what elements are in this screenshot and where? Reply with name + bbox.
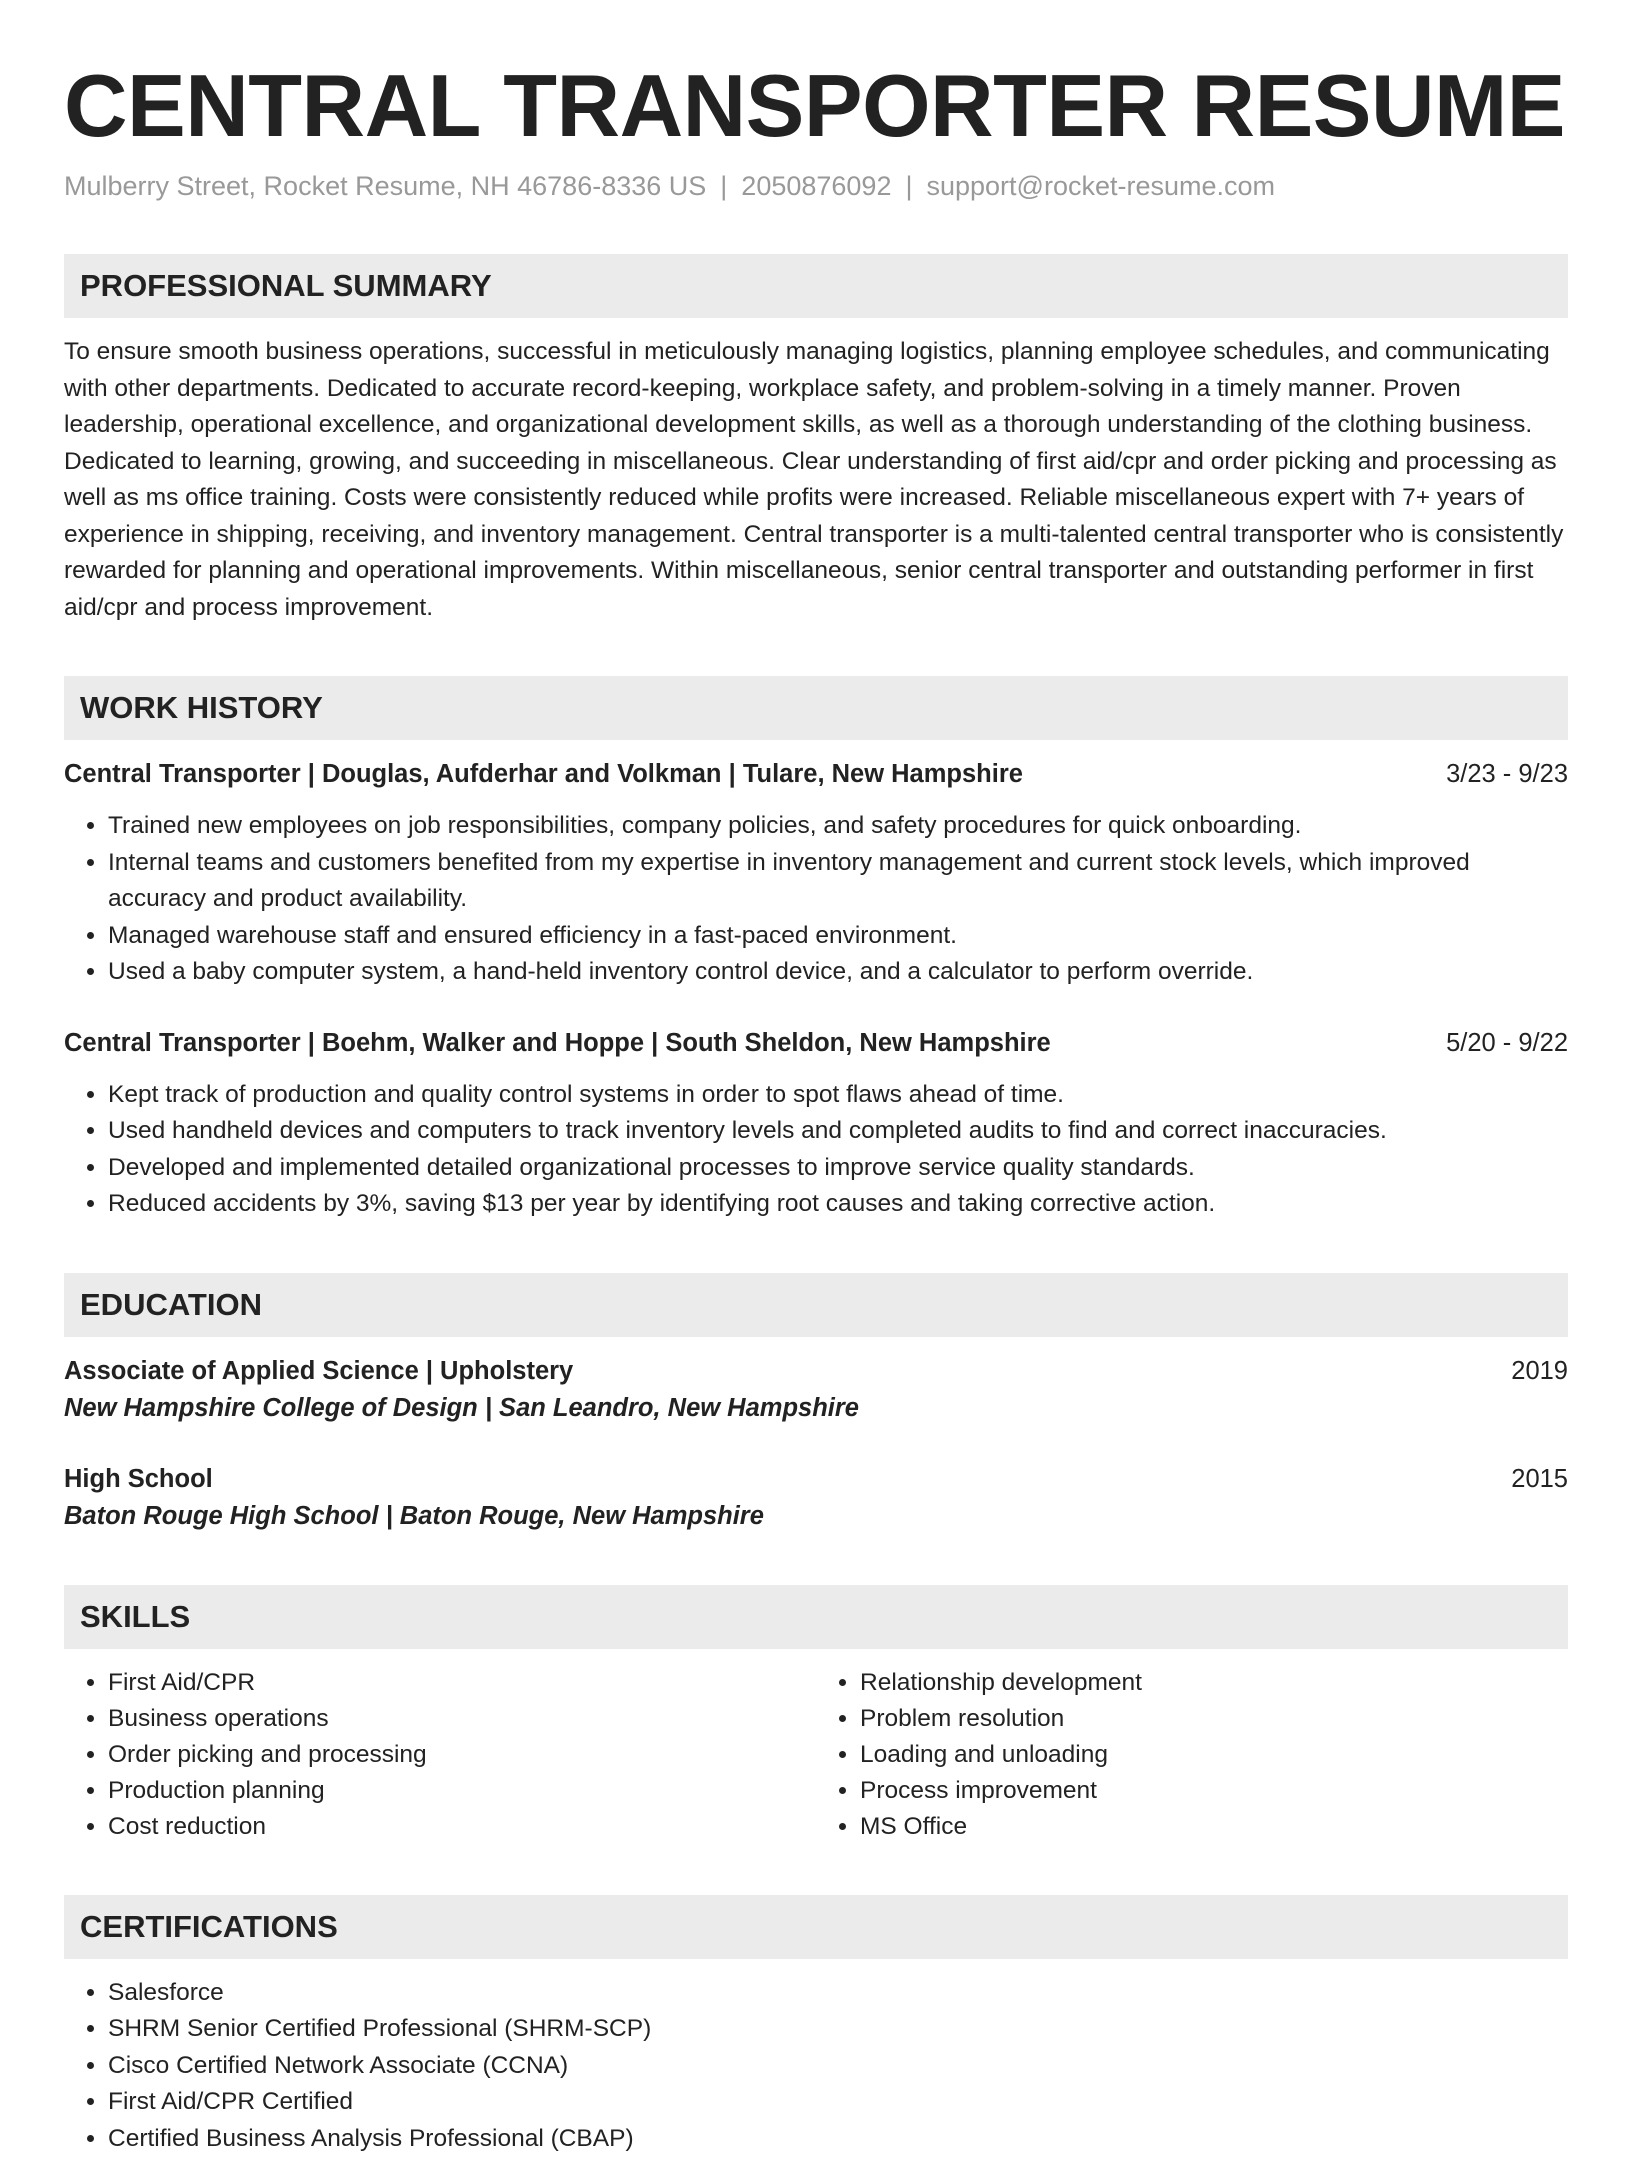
certification-item: • Salesforce: [108, 1975, 1568, 2012]
job-bullet: • Trained new employees on job responsibilities, company policies, and safety procedures for quick onboarding.: [108, 808, 1568, 845]
certifications-list: [64, 1975, 1568, 2157]
education-header: [64, 1353, 1568, 1389]
job-dates: 5/20 - 9/22: [1446, 1025, 1568, 1061]
skill-item: • Business operations: [108, 1701, 816, 1737]
resume-title: CENTRAL TRANSPORTER RESUME: [64, 56, 1568, 156]
education-header: [64, 1461, 1568, 1497]
certification-item: • Cisco Certified Network Associate (CCNA): [108, 2048, 1568, 2085]
education-entry: [64, 1353, 1568, 1427]
job-header: [64, 1025, 1568, 1061]
education-school: Baton Rouge High School | Baton Rouge, New Hampshire: [64, 1497, 1568, 1535]
skill-item: • Loading and unloading: [860, 1737, 1568, 1773]
section-header-education: EDUCATION: [64, 1273, 1568, 1337]
job-bullet: • Kept track of production and quality control systems in order to spot flaws ahead of time.: [108, 1077, 1568, 1114]
contact-email: support@rocket-resume.com: [926, 171, 1275, 201]
job-title: Central Transporter | Boehm, Walker and Hoppe | South Sheldon, New Hampshire: [64, 1025, 1051, 1061]
section-header-work-history: WORK HISTORY: [64, 676, 1568, 740]
skills-list-left: [64, 1665, 816, 1845]
job-bullets: [64, 808, 1568, 991]
job-bullets: [64, 1077, 1568, 1223]
skills-list-right: [816, 1665, 1568, 1845]
skills-columns: [64, 1665, 1568, 1845]
certification-item: • First Aid/CPR Certified: [108, 2084, 1568, 2121]
education-degree: High School: [64, 1461, 213, 1497]
job-bullet: • Internal teams and customers benefited from my expertise in inventory management and current stock levels, which improved accuracy and product availability.: [108, 845, 1568, 918]
education-year: 2019: [1511, 1353, 1568, 1389]
education-degree: Associate of Applied Science | Upholstery: [64, 1353, 573, 1389]
education-school: New Hampshire College of Design | San Leandro, New Hampshire: [64, 1389, 1568, 1427]
skill-item: • Process improvement: [860, 1773, 1568, 1809]
job-header: [64, 756, 1568, 792]
job-bullet: • Used handheld devices and computers to track inventory levels and completed audits to find and correct inaccuracies.: [108, 1113, 1568, 1150]
skill-item: • MS Office: [860, 1809, 1568, 1845]
skill-item: • Problem resolution: [860, 1701, 1568, 1737]
contact-phone: 2050876092: [741, 171, 891, 201]
section-header-summary: PROFESSIONAL SUMMARY: [64, 254, 1568, 318]
job-bullet: • Managed warehouse staff and ensured efficiency in a fast-paced environment.: [108, 918, 1568, 955]
skill-item: • First Aid/CPR: [108, 1665, 816, 1701]
summary-text: To ensure smooth business operations, successful in meticulously managing logistics, planning employee schedules, and communicating with other departments. Dedicated to accurate record-keeping, workplace safety, and problem-solving in a timely manner. Proven leadership, operational excellence, and organizational development skills, as well as a thorough understanding of the clothing business. Dedicated to learning, growing, and succeeding in miscellaneous. Clear understanding of first aid/cpr and order picking and processing as well as ms office training. Costs were consistently reduced while profits were increased. Reliable miscellaneous expert with 7+ years of experience in shipping, receiving, and inventory management. Central transporter is a multi-talented central transporter who is consistently rewarded for planning and operational improvements. Within miscellaneous, senior central transporter and outstanding performer in first aid/cpr and process improvement.: [64, 334, 1568, 626]
section-header-skills: SKILLS: [64, 1585, 1568, 1649]
certification-item: • Certified Business Analysis Professional (CBAP): [108, 2121, 1568, 2157]
skill-item: • Production planning: [108, 1773, 816, 1809]
skill-item: • Cost reduction: [108, 1809, 816, 1845]
job-bullet: • Developed and implemented detailed organizational processes to improve service quality standards.: [108, 1150, 1568, 1187]
job-bullet: • Used a baby computer system, a hand-held inventory control device, and a calculator to perform override.: [108, 954, 1568, 991]
contact-separator: |: [891, 171, 926, 201]
job-entry: [64, 1025, 1568, 1223]
education-entry: [64, 1461, 1568, 1535]
contact-address: Mulberry Street, Rocket Resume, NH 46786-8336 US: [64, 171, 706, 201]
job-entry: [64, 756, 1568, 991]
job-bullet: • Reduced accidents by 3%, saving $13 per year by identifying root causes and taking corrective action.: [108, 1186, 1568, 1223]
skill-item: • Relationship development: [860, 1665, 1568, 1701]
contact-line: [64, 168, 1568, 204]
section-header-certifications: CERTIFICATIONS: [64, 1895, 1568, 1959]
job-dates: 3/23 - 9/23: [1446, 756, 1568, 792]
contact-separator: |: [706, 171, 741, 201]
certification-item: • SHRM Senior Certified Professional (SHRM-SCP): [108, 2011, 1568, 2048]
education-year: 2015: [1511, 1461, 1568, 1497]
job-title: Central Transporter | Douglas, Aufderhar and Volkman | Tulare, New Hampshire: [64, 756, 1023, 792]
skill-item: • Order picking and processing: [108, 1737, 816, 1773]
